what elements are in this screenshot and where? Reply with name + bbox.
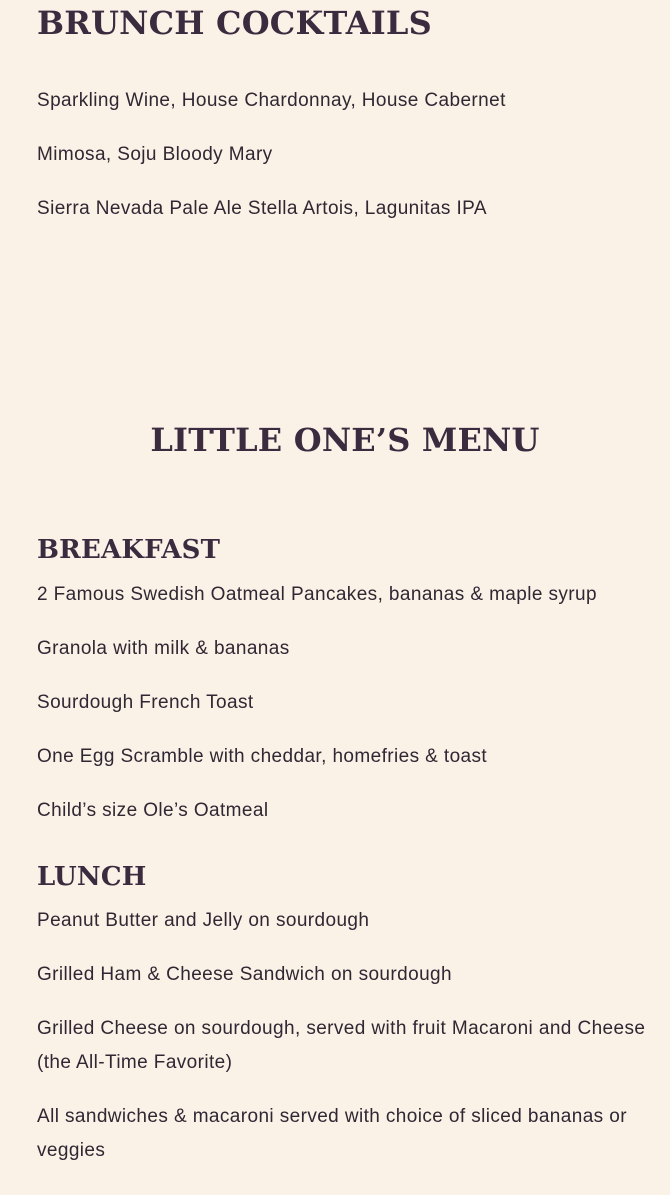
cocktail-item: Sierra Nevada Pale Ale Stella Artois, Lagunitas IPA: [37, 198, 487, 219]
breakfast-item: 2 Famous Swedish Oatmeal Pancakes, bananas & maple syrup: [37, 584, 597, 605]
lunch-item: All sandwiches & macaroni served with choice of sliced bananas or veggies: [37, 1106, 627, 1161]
breakfast-item: Child’s size Ole’s Oatmeal: [37, 800, 269, 821]
little-ones-menu-heading: LITTLE ONE’S MENU: [150, 421, 540, 459]
brunch-cocktails-heading: BRUNCH COCKTAILS: [37, 4, 432, 42]
lunch-item: Grilled Cheese on sourdough, served with fruit Macaroni and Cheese (the All-Time Favorite): [37, 1018, 646, 1073]
breakfast-item: One Egg Scramble with cheddar, homefries & toast: [37, 746, 488, 767]
breakfast-heading: BREAKFAST: [37, 535, 221, 565]
lunch-heading: LUNCH: [37, 862, 147, 892]
cocktail-item: Sparkling Wine, House Chardonnay, House Cabernet: [37, 90, 506, 111]
cocktail-item: Mimosa, Soju Bloody Mary: [37, 144, 273, 165]
lunch-item: Grilled Ham & Cheese Sandwich on sourdough: [37, 964, 452, 985]
breakfast-item: Sourdough French Toast: [37, 692, 254, 713]
lunch-item: Peanut Butter and Jelly on sourdough: [37, 910, 370, 931]
breakfast-item: Granola with milk & bananas: [37, 638, 290, 659]
